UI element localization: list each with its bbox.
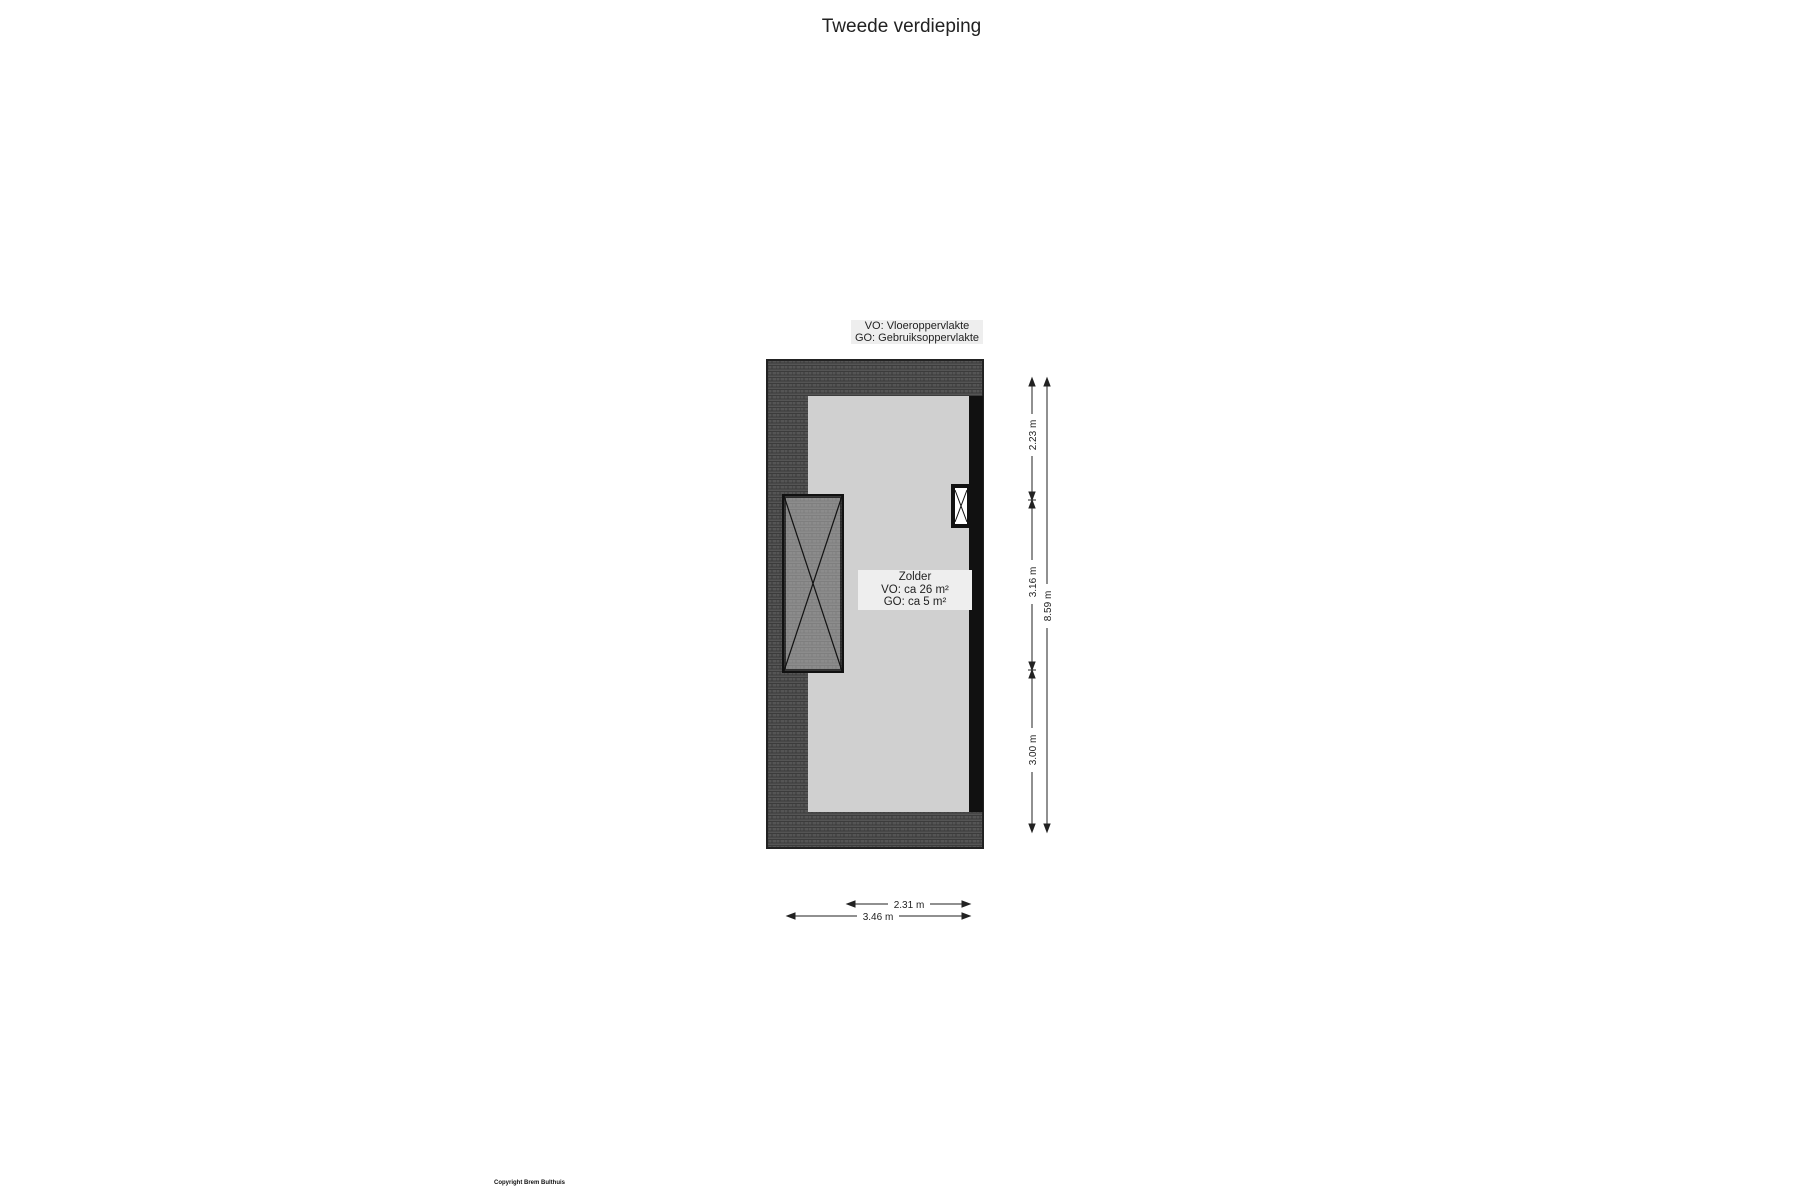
legend-go: GO: Gebruiksoppervlakte [854,332,980,344]
page-title: Tweede verdieping [821,16,982,37]
room-name: Zolder [898,571,932,583]
legend-vo: VO: Vloeroppervlakte [864,320,970,332]
small-skylight-icon [953,486,969,526]
copyright-text: Copyright Brem Bulthuis [494,1180,566,1186]
dim-vertical-3: 3.00 m [1028,734,1039,766]
skylight-icon [784,496,842,671]
dim-horizontal-total: 3.46 m [862,912,894,923]
dim-vertical-2: 3.16 m [1028,566,1039,598]
room-go: GO: ca 5 m² [883,596,947,608]
room-vo: VO: ca 26 m² [881,583,949,596]
room-label [858,570,972,610]
dim-vertical-total: 8.59 m [1043,590,1054,622]
dim-horizontal-inner: 2.31 m [893,900,925,911]
dim-vertical-1: 2.23 m [1028,419,1039,451]
